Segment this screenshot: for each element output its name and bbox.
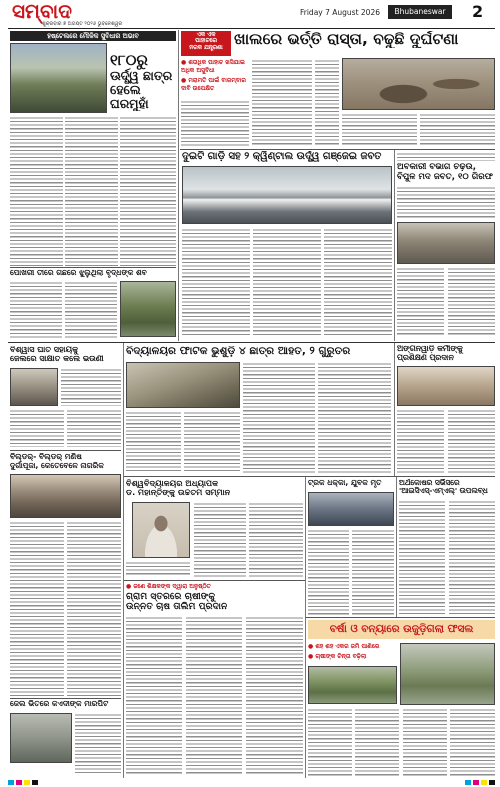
jail-escape-headline <box>10 346 122 364</box>
finance-body-col-1 <box>399 500 445 615</box>
road-body-col-3 <box>315 59 339 146</box>
hostel-headline-line: ଘରମୁହାଁ <box>110 95 149 111</box>
school-gate-body-col-3 <box>126 411 181 473</box>
university-headline <box>126 479 304 497</box>
hostel-section-bar: ହଷ୍ଟେଲରେ ମୌଳିକ ସୁବିଧାର ଅଭାବ <box>10 31 176 41</box>
road-bullets <box>181 59 249 92</box>
photo-professor-portrait <box>132 502 190 558</box>
flood-body-col-2 <box>355 708 399 776</box>
photo-damaged-road <box>342 58 495 110</box>
finance-headline-line: ଅର୍ଥକୋଷର ସର୍ଭିସରେ <box>399 479 460 487</box>
finance-body-col-2 <box>449 500 495 615</box>
flood-bullet: ● ଶହ ଶହ ଏକର ଜମି ପାଣିରେ <box>308 643 380 650</box>
flood-bullet: ● ଚାଷୀଙ୍କ ଚିନ୍ତା ବଢ଼ିଲା <box>308 652 367 660</box>
university-headline-line: ବିଶ୍ୱବିଦ୍ୟାଳୟର ଅଧ୍ୟାପକ <box>126 479 219 488</box>
hostel-body-col-2 <box>65 116 118 266</box>
school-gate-body-col-2 <box>318 362 391 473</box>
flood-body-col-4 <box>450 708 495 776</box>
hostel-body-col-3 <box>120 116 176 266</box>
column-rule <box>396 477 397 617</box>
photo-flood-damage <box>400 643 495 705</box>
jail-fight-headline: ଜେଲ ଭିତରେ କଏଦୀଙ୍କ ମାରପିଟ <box>10 700 109 708</box>
photo-pond-tree <box>120 281 176 337</box>
university-body-col-2 <box>249 502 303 577</box>
road-body-col-5 <box>420 113 495 146</box>
color-swatch <box>8 780 14 785</box>
jail-escape-body-col-1 <box>61 368 121 406</box>
section-rule <box>124 580 305 581</box>
hostel-headline-line: ଊର୍ଦ୍ଧ୍ୱ ଛାତ୍ର <box>110 67 173 83</box>
excise-body-col-1 <box>397 186 495 219</box>
city-label: Bhubaneswar <box>388 5 452 19</box>
hostel-body-col-1 <box>10 116 63 266</box>
date-english: Friday 7 August 2026 <box>300 8 380 17</box>
photo-students <box>10 43 107 113</box>
jail-escape-body-col-3 <box>67 409 121 447</box>
column-rule <box>305 477 306 778</box>
farm-training-headline-line: ଗ୍ରାମ ସ୍ତରରେ ଚାଷୀଙ୍କୁ <box>126 592 216 602</box>
excise-headline-line: ଅବକାରୀ ବିଭାଗ ଚଢ଼ଉ, <box>397 163 476 172</box>
section-rule <box>8 342 495 343</box>
builder-body-col-1 <box>10 521 64 696</box>
anganwadi-headline-line: ପ୍ରଶିକ୍ଷଣ ପ୍ରଦାନ <box>397 352 454 362</box>
flood-banner: ବର୍ଷା ଓ ବନ୍ୟାରେ ଉଜୁଡ଼ିଗଲା ଫସଲ <box>308 620 495 639</box>
finance-headline-line: 'ଆଇସିଏସ୍‌-ଏମ୍‌ଏଲ୍‌' ଉପଲବ୍ଧ <box>399 486 488 496</box>
print-color-strip <box>8 780 495 785</box>
road-bullet: ● ଶତାଧିକ ପାହାଚ ଖସିଯାଇ ଅଧିକ ଅସୁବିଧା <box>181 59 245 74</box>
flood-bullets <box>308 643 398 660</box>
builder-body-col-2 <box>67 521 121 696</box>
masthead <box>0 0 500 29</box>
road-body-col-2 <box>252 59 312 146</box>
truck-headline: ଟ୍ରକ ଧକ୍କା, ଯୁବକ ମୃତ <box>308 479 382 487</box>
excise-headline <box>397 163 495 182</box>
masthead-rule <box>8 28 495 29</box>
color-swatch <box>32 780 38 785</box>
photo-jail-visit <box>10 368 58 406</box>
photo-jail <box>10 713 72 763</box>
builder-headline <box>10 453 122 470</box>
truck-body-col-2 <box>352 529 394 615</box>
excise-body-col-2 <box>397 267 444 337</box>
road-body-col-1 <box>181 100 249 146</box>
color-swatch <box>481 780 487 785</box>
finance-headline <box>399 479 495 496</box>
school-gate-body-col-4 <box>184 411 240 473</box>
school-gate-headline: ବିଦ୍ୟାଳୟର ଫାଟକ ଭୁଶୁଡ଼ି ୪ ଛାତ୍ର ଆହତ, ୨ ଗୁରୁତର <box>126 346 351 357</box>
section-rule <box>306 617 495 618</box>
color-swatch <box>24 780 30 785</box>
spacer <box>40 780 463 785</box>
farm-training-body-col-1 <box>126 616 182 776</box>
hostel-headline-line: ହେଲେ <box>110 81 141 97</box>
color-swatch <box>465 780 471 785</box>
photo-flooded-field <box>308 666 397 704</box>
builder-headline-line: ଦୁର୍ଗାପୂଜା, କେତେବେଳେ ନାଗରିକ <box>10 460 104 470</box>
flood-body-col-3 <box>403 708 447 776</box>
color-swatch <box>16 780 22 785</box>
university-headline-line: ଡ. ମହାନ୍ତିଙ୍କୁ ଉଚ୍ଚତମ ସମ୍ମାନ <box>126 487 231 498</box>
photo-seized-vehicles <box>182 166 392 224</box>
jail-escape-headline-line: ଜେଲରେ ସାକ୍ଷାତ କଲେ ଭଉଣୀ <box>10 353 104 363</box>
section-rule <box>10 698 121 699</box>
photo-crowd <box>10 474 121 518</box>
color-swatch <box>473 780 479 785</box>
section-rule <box>124 476 495 477</box>
pond-headline: ପୋଖରୀ ତୀରେ ଗଛରେ ଝୁଲୁଥିଲା ବୃଦ୍ଧଙ୍କ ଶବ <box>10 269 147 277</box>
excise-headline-line: ବିପୁଳ ମଦ ଜବତ, ୧୦ ଗିରଫ <box>397 171 494 182</box>
jail-escape-headline-line: ବିଶ୍ୱାସ ଘାତ ସହାୟକୁ <box>10 346 79 354</box>
anganwadi-body-col-1 <box>397 409 444 473</box>
road-badge-line: ପାହାଚରେ <box>195 38 217 45</box>
ganja-headline: ଦୁଇଟି ଗାଡ଼ି ସହ ୨ କ୍ୱିଣ୍ଟାଲ ଉର୍ଦ୍ଧ୍ୱ ଗଞ୍ଜେଇ ଜବତ <box>182 151 382 162</box>
farm-training-headline-line: ଉନ୍ନତ ଚାଷ ତାଲିମ ପ୍ରଦାନ <box>126 601 228 613</box>
ganja-body-col-1 <box>182 228 250 336</box>
truck-body-col-1 <box>308 529 349 615</box>
column-rule <box>178 30 179 341</box>
hostel-headline-line: ୧୮୦ରୁ <box>110 52 148 69</box>
hostel-headline <box>110 52 176 111</box>
column-rule <box>394 343 395 476</box>
farm-training-kicker: ● ଜଣେ ଶିକ୍ଷକଙ୍କ ଦ୍ୱାରା ଅନୁଷ୍ଠିତ <box>126 583 211 590</box>
farm-training-headline <box>126 592 304 613</box>
road-badge-line: ଏକ ଏକ <box>196 32 216 38</box>
photo-excise-officials <box>397 222 495 264</box>
school-gate-body-col-1 <box>243 362 315 473</box>
section-rule <box>180 149 495 150</box>
ganja-body-col-3 <box>324 228 392 336</box>
excise-body-top <box>397 152 495 161</box>
photo-accident-site <box>308 492 394 526</box>
anganwadi-headline-line: ଅଙ୍ଗନୱାଡ଼ି କର୍ମୀଙ୍କୁ <box>397 345 463 353</box>
photo-anganwadi-training <box>397 366 495 406</box>
jail-escape-body-col-2 <box>10 409 64 447</box>
farm-training-body-col-2 <box>186 616 242 776</box>
excise-body-col-3 <box>448 267 495 337</box>
date-odia: ଶୁକ୍ରବାର ୭ ଅଗଷ୍ଟ ୨୦୨୬ ଭୁବନେଶ୍ୱର <box>42 21 123 27</box>
section-rule <box>10 267 176 268</box>
jail-fight-body <box>75 713 121 775</box>
color-swatch <box>489 780 495 785</box>
pond-body-col-2 <box>65 281 117 339</box>
ganja-body-col-2 <box>253 228 321 336</box>
logo[interactable]: ସମ୍ବାଦ <box>12 0 72 23</box>
road-badge-line: ନରକ ଯନ୍ତ୍ରଣା <box>189 44 223 51</box>
section-rule <box>10 450 121 451</box>
column-rule <box>123 343 124 778</box>
anganwadi-body-col-2 <box>448 409 495 473</box>
university-body-col-3 <box>126 561 190 577</box>
pond-body-col-1 <box>10 281 62 339</box>
road-headline: ଖାଲରେ ଭର୍ତ୍ତି ରାସ୍ତା, ବଢୁଛି ଦୁର୍ଘଟଣା <box>234 31 459 48</box>
road-bullet: ● ମରାମତି ପାଇଁ ବାରମ୍ବାର ଦାବି ଉପେକ୍ଷିତ <box>181 77 246 92</box>
farm-training-body-col-3 <box>246 616 303 776</box>
road-badge <box>181 31 231 56</box>
anganwadi-headline <box>397 345 495 362</box>
builder-headline-line: ବିଲ୍ଡର୍‌- ବିଲ୍ଡର୍‌ ମଣିଷ <box>10 453 82 461</box>
flood-body-col-1 <box>308 708 352 776</box>
road-body-col-4 <box>342 113 417 146</box>
university-body-col-1 <box>194 502 246 577</box>
page-number: 2 <box>472 2 484 21</box>
column-rule <box>394 150 395 341</box>
photo-collapsed-gate <box>126 362 240 408</box>
